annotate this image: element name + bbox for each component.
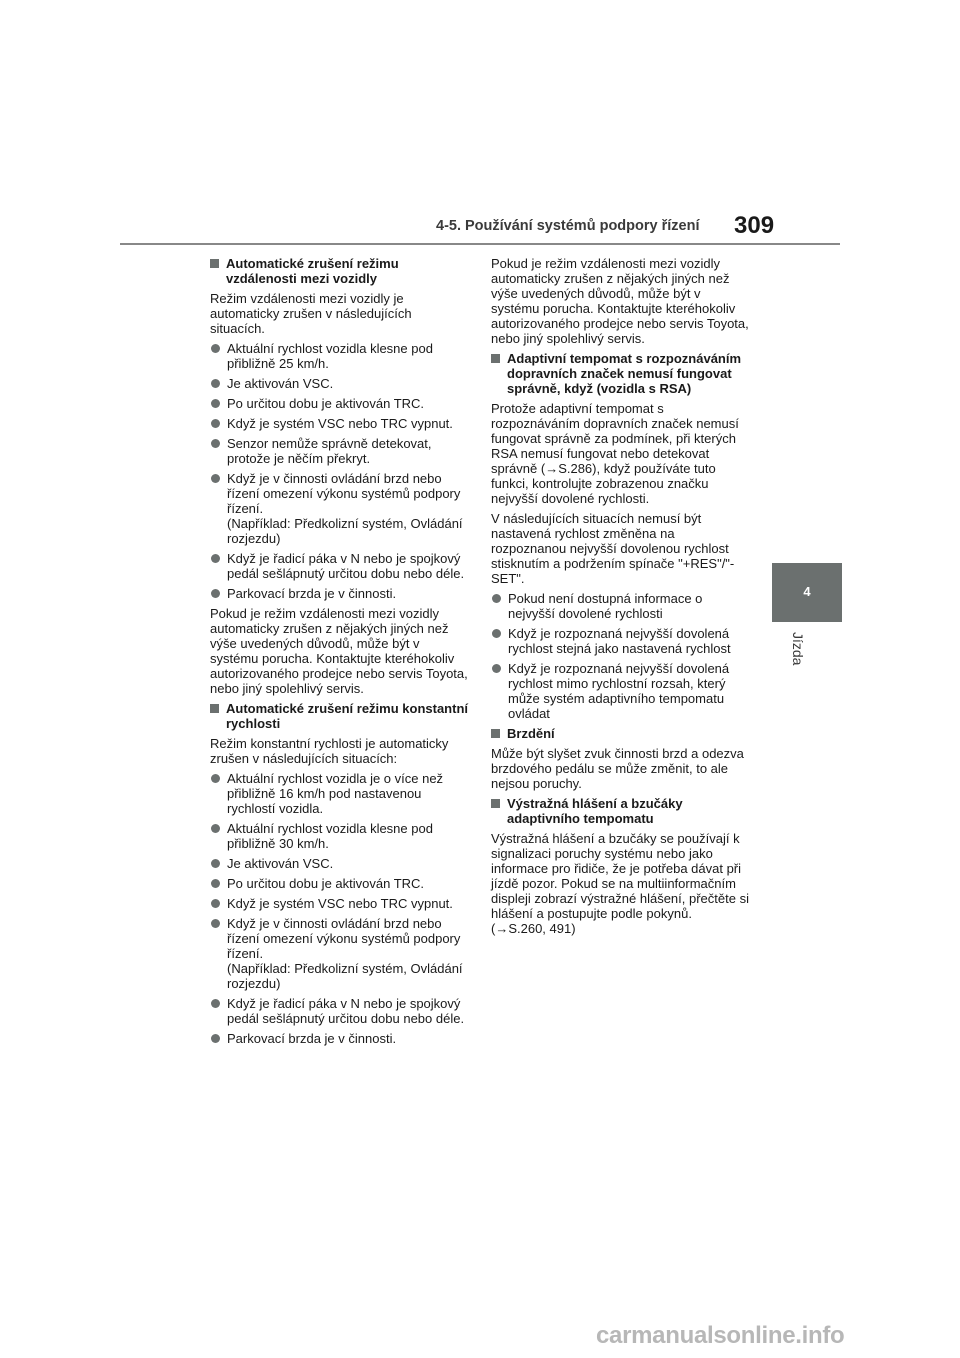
list-item: Aktuální rychlost vozidla je o více než přibližně 16 km/h pod nastavenou rychlostí vozidla.	[210, 771, 468, 816]
circle-bullet-icon	[210, 396, 222, 411]
section-heading: Brzdění	[491, 726, 749, 741]
list-item: Senzor nemůže správně detekovat, protože je něčím překryt.	[210, 436, 468, 466]
right-column	[491, 256, 749, 941]
list-item: Pokud není dostupná informace o nejvyšší dovolené rychlosti	[491, 591, 749, 621]
circle-bullet-icon	[491, 661, 503, 721]
section-paragraph: Výstražná hlášení a bzučáky se používají k signalizaci poruchy systému nebo jako informace pro řidiče, že je potřeba dávat při jízdě pozor. Pokud se na multiinformačním displeji zobrazí výstražné hlášení, přečtěte si hlášení a postupujte podle pokynů. (→S.260, 491)	[491, 831, 749, 936]
circle-bullet-icon	[210, 416, 222, 431]
chapter-tab-divider	[772, 620, 842, 622]
list-item: Když je systém VSC nebo TRC vypnut.	[210, 416, 468, 431]
section-paragraph: Pokud je režim vzdálenosti mezi vozidly automaticky zrušen z nějakých jiných než výše uvedených důvodů, může být v systému porucha. Kontaktujte kteréhokoliv autorizovaného prodejce nebo servis Toyota, nebo jiný spolehlivý servis.	[491, 256, 749, 346]
section-intro: Režim vzdálenosti mezi vozidly je automaticky zrušen v následujících situacích.	[210, 291, 412, 336]
circle-bullet-icon	[210, 341, 222, 371]
circle-bullet-icon	[210, 471, 222, 546]
circle-bullet-icon	[210, 586, 222, 601]
list-item: Po určitou dobu je aktivován TRC.	[210, 396, 468, 411]
section-intro: Režim konstantní rychlosti je automaticky zrušen v následujících situacích:	[210, 736, 449, 766]
list-item: Parkovací brzda je v činnosti.	[210, 586, 468, 601]
circle-bullet-icon	[210, 896, 222, 911]
square-bullet-icon	[491, 726, 502, 741]
chapter-label: Jízda	[790, 632, 806, 666]
section-outro: Pokud je režim vzdálenosti mezi vozidly automaticky zrušen z nějakých jiných než výše uvedených důvodů, může být v systému porucha. Kontaktujte kteréhokoliv autorizovaného prodejce nebo servis Toyota, nebo jiný spolehlivý servis.	[210, 606, 468, 696]
list-item: Když je řadicí páka v N nebo je spojkový pedál sešlápnutý určitou dobu nebo déle.	[210, 551, 468, 581]
circle-bullet-icon	[210, 436, 222, 466]
circle-bullet-icon	[210, 856, 222, 871]
list-item: Aktuální rychlost vozidla klesne pod přibližně 25 km/h.	[210, 341, 468, 371]
header-divider	[120, 243, 840, 245]
section-paragraph: Protože adaptivní tempomat s rozpoznáváním dopravních značek nemusí fungovat správně za podmínek, při kterých RSA nemusí fungovat nebo detekovat správně (→S.286), když používáte tuto funkci, kontrolujte zobrazenou značku nejvyšší dovolené rychlosti.	[491, 401, 739, 506]
circle-bullet-icon	[210, 376, 222, 391]
list-item: Když je rozpoznaná nejvyšší dovolená rychlost mimo rychlostní rozsah, který může systém adaptivního tempomatu ovládat	[491, 661, 749, 721]
circle-bullet-icon	[491, 626, 503, 656]
square-bullet-icon	[491, 351, 502, 396]
left-column	[210, 256, 468, 1051]
circle-bullet-icon	[210, 876, 222, 891]
circle-bullet-icon	[210, 551, 222, 581]
chapter-tab: 4	[772, 563, 842, 620]
section-paragraph: Může být slyšet zvuk činnosti brzd a odezva brzdového pedálu se může změnit, to ale nejsou poruchy.	[491, 746, 744, 791]
square-bullet-icon	[210, 701, 221, 731]
circle-bullet-icon	[210, 916, 222, 991]
list-item: Je aktivován VSC.	[210, 376, 468, 391]
section-heading: Automatické zrušení režimu vzdálenosti mezi vozidly	[210, 256, 468, 286]
list-item: Když je systém VSC nebo TRC vypnut.	[210, 896, 468, 911]
section-heading: Výstražná hlášení a bzučáky adaptivního tempomatu	[491, 796, 749, 826]
square-bullet-icon	[491, 796, 502, 826]
list-item: Po určitou dobu je aktivován TRC.	[210, 876, 468, 891]
circle-bullet-icon	[210, 996, 222, 1026]
list-item: Když je řadicí páka v N nebo je spojkový pedál sešlápnutý určitou dobu nebo déle.	[210, 996, 468, 1026]
section-title: 4-5. Používání systémů podpory řízení	[436, 218, 700, 234]
list-item: Když je v činnosti ovládání brzd nebo řízení omezení výkonu systémů podpory řízení. (Například: Předkolizní systém, Ovládání rozjezdu)	[210, 471, 468, 546]
list-item: Je aktivován VSC.	[210, 856, 468, 871]
circle-bullet-icon	[210, 821, 222, 851]
circle-bullet-icon	[491, 591, 503, 621]
circle-bullet-icon	[210, 771, 222, 816]
list-item: Parkovací brzda je v činnosti.	[210, 1031, 468, 1046]
watermark-link[interactable]: carmanualsonline.info	[596, 1322, 845, 1349]
section-paragraph: V následujících situacích nemusí být nastavená rychlost změněna na rozpoznanou nejvyšší dovolenou rychlost stisknutím a podržením spínače "+RES"/"-SET".	[491, 511, 735, 586]
list-item: Aktuální rychlost vozidla klesne pod přibližně 30 km/h.	[210, 821, 468, 851]
page-number: 309	[734, 212, 775, 239]
section-heading: Adaptivní tempomat s rozpoznáváním dopravních značek nemusí fungovat správně, když (vozidla s RSA)	[491, 351, 749, 396]
section-heading: Automatické zrušení režimu konstantní rychlosti	[210, 701, 468, 731]
square-bullet-icon	[210, 256, 221, 286]
list-item: Když je v činnosti ovládání brzd nebo řízení omezení výkonu systémů podpory řízení. (Například: Předkolizní systém, Ovládání rozjezdu)	[210, 916, 468, 991]
list-item: Když je rozpoznaná nejvyšší dovolená rychlost stejná jako nastavená rychlost	[491, 626, 749, 656]
circle-bullet-icon	[210, 1031, 222, 1046]
